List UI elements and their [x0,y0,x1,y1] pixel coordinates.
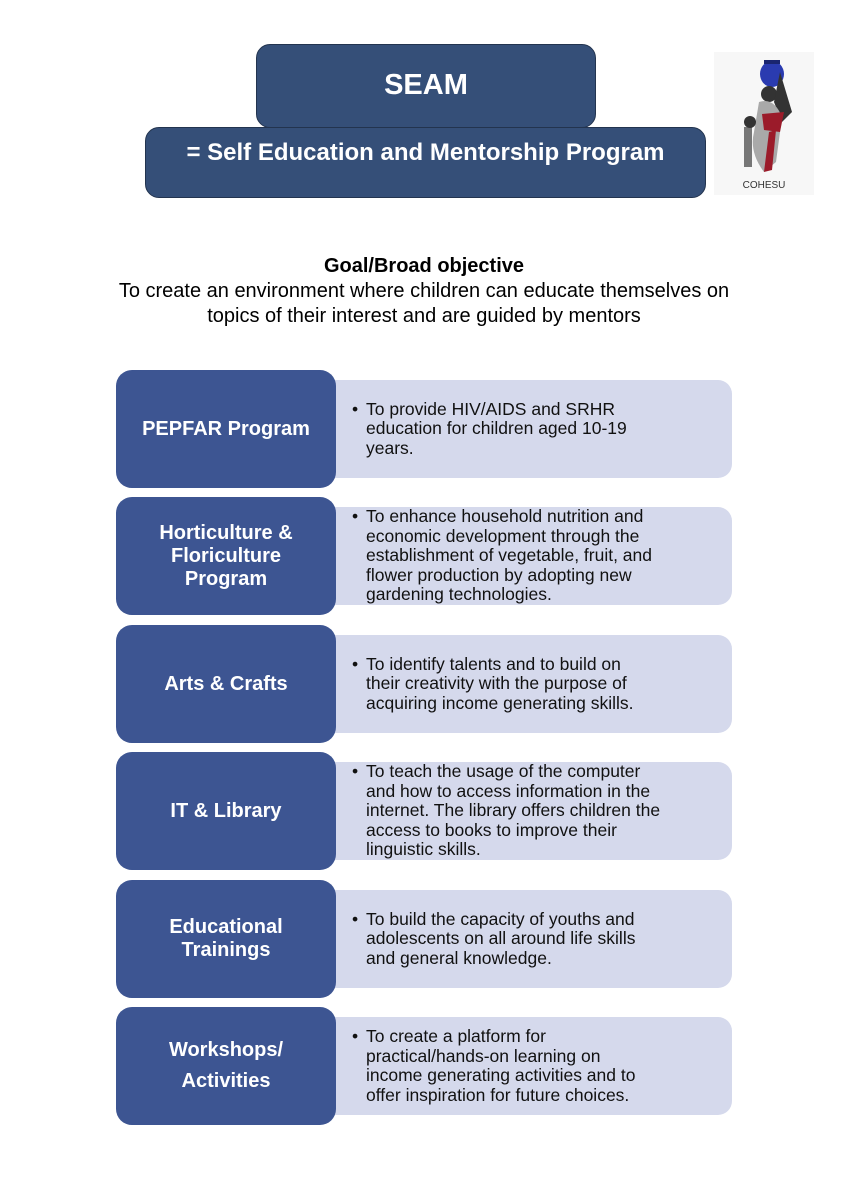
program-description-line: establishment of vegetable, fruit, and [366,545,653,566]
program-name-line: Arts & Crafts [164,672,288,695]
woman-carrying-pot-icon [714,52,814,177]
program-description-line: • To teach the usage of the computer [366,762,732,782]
program-description-line: economic development through the [366,525,640,546]
program-name-box [116,1007,336,1125]
subtitle-box [145,127,706,198]
program-description-line: • To create a platform for [366,1027,732,1047]
program-description-line: • To provide HIV/AIDS and SRHR [366,400,732,420]
program-description-line: gardening technologies. [366,584,552,605]
program-description-box [326,890,732,988]
program-name-line: Program [184,567,268,590]
program-description-line: acquiring income generating skills. [366,692,634,713]
program-name-line: Activities [181,1070,271,1092]
program-name-box [116,752,336,870]
program-description-box [326,507,732,605]
program-description-line: access to books to improve their [366,819,617,840]
goal-heading: Goal/Broad objective [323,255,525,277]
title-box [256,44,596,128]
program-description-box [326,380,732,478]
subtitle: = Self Education and Mentorship Program [186,139,665,166]
program-description-line: offer inspiration for future choices. [366,1084,630,1105]
program-description-box [326,1017,732,1115]
program-name-line: Workshops/ [168,1039,284,1061]
program-name-line: IT & Library [170,799,282,822]
program-description-line: adolescents on all around life skills [366,928,636,949]
program-description-box [326,762,732,860]
program-row [116,752,732,870]
program-description-line: • To identify talents and to build on [366,655,732,675]
program-name-line: Floriculture [170,544,281,567]
program-description-line: • To build the capacity of youths and [366,910,732,930]
program-description-line: practical/hands-on learning on [366,1045,601,1066]
program-description-line: • To enhance household nutrition and [366,507,732,527]
program-description-line: flower production by adopting new [366,564,632,585]
program-name-line: PEPFAR Program [142,417,310,440]
program-description-line: education for children aged 10-19 [366,418,627,439]
program-description-line: income generating activities and to [366,1065,636,1085]
program-description-line: and general knowledge. [366,947,552,968]
cohesu-logo [714,52,814,195]
program-name-line: Horticulture & [159,521,293,544]
program-description-line: internet. The library offers children the [366,800,661,821]
program-description-line: and how to access information in the [366,780,651,801]
program-name-line: Educational [169,916,283,938]
title: SEAM [384,69,468,101]
program-description-line: years. [366,437,414,458]
logo-text: COHESU [742,180,786,191]
program-row [116,1007,732,1125]
program-name-box [116,625,336,743]
program-description-line: linguistic skills. [366,839,481,860]
program-name-box [116,880,336,998]
program-name-box [116,370,336,488]
program-description-box [326,635,732,733]
program-description-line: their creativity with the purpose of [366,673,627,694]
goal-text-line: To create an environment where children can educate themselves on [118,280,730,302]
goal-text-line: topics of their interest and are guided by mentors [207,305,641,327]
program-row [116,625,732,743]
program-row [116,880,732,998]
program-name-line: Trainings [181,939,271,961]
program-row [116,370,732,488]
program-row [116,497,732,615]
program-name-box [116,497,336,615]
